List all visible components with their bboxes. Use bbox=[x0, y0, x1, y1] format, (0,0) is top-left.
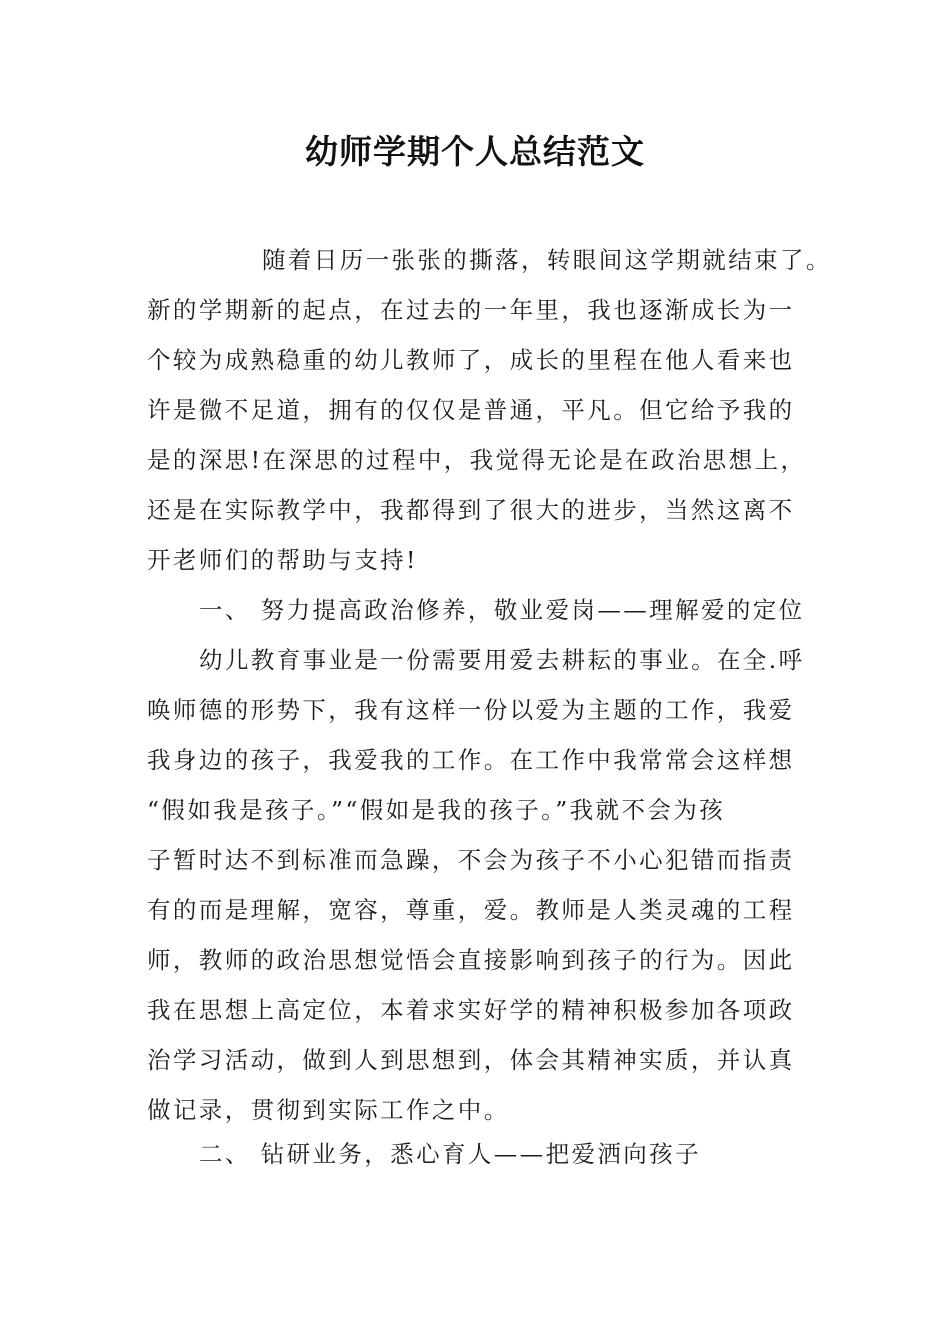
paragraph-2-line-1: 幼儿教育事业是一份需要用爱去耕耘的事业。在全.呼 bbox=[199, 646, 805, 674]
section-heading-1: 一、 努力提高政治修养，敬业爱岗——理解爱的定位 bbox=[199, 596, 805, 624]
section-heading-2: 二、 钻研业务，悉心育人——把爱洒向孩子 bbox=[199, 1140, 701, 1168]
paragraph-1-line-3: 个较为成熟稳重的幼儿教师了，成长的里程在他人看来也 bbox=[147, 346, 795, 374]
paragraph-1-line-2: 新的学期新的起点，在过去的一年里，我也逐渐成长为一 bbox=[147, 296, 795, 324]
paragraph-2-line-4: “假如我是孩子。”“假如是我的孩子。”我就不会为孩 bbox=[147, 796, 726, 824]
paragraph-2-line-6: 有的而是理解，宽容，尊重，爱。教师是人类灵魂的工程 bbox=[147, 896, 795, 924]
paragraph-2-line-3: 我身边的孩子，我爱我的工作。在工作中我常常会这样想 bbox=[147, 746, 795, 774]
paragraph-1-line-7: 开老师们的帮助与支持! bbox=[147, 546, 418, 574]
document-title: 幼师学期个人总结范文 bbox=[305, 132, 645, 171]
paragraph-1-line-6: 还是在实际教学中，我都得到了很大的进步，当然这离不 bbox=[147, 496, 795, 524]
paragraph-2-line-9: 治学习活动，做到人到思想到，体会其精神实质，并认真 bbox=[147, 1046, 795, 1074]
paragraph-2-line-8: 我在思想上高定位，本着求实好学的精神积极参加各项政 bbox=[147, 996, 795, 1024]
paragraph-1-line-4: 许是微不足道，拥有的仅仅是普通，平凡。但它给予我的 bbox=[147, 396, 795, 424]
paragraph-1-line-1: 随着日历一张张的撕落，转眼间这学期就结束了。 bbox=[262, 246, 832, 274]
paragraph-2-line-2: 唤师德的形势下，我有这样一份以爱为主题的工作，我爱 bbox=[147, 696, 795, 724]
paragraph-2-line-7: 师，教师的政治思想觉悟会直接影响到孩子的行为。因此 bbox=[147, 946, 795, 974]
paragraph-2-line-10: 做记录，贯彻到实际工作之中。 bbox=[147, 1096, 510, 1124]
paragraph-2-line-5: 子暂时达不到标准而急躁，不会为孩子不小心犯错而指责 bbox=[147, 846, 795, 874]
paragraph-1-line-5: 是的深思!在深思的过程中，我觉得无论是在政治思想上， bbox=[147, 446, 807, 474]
